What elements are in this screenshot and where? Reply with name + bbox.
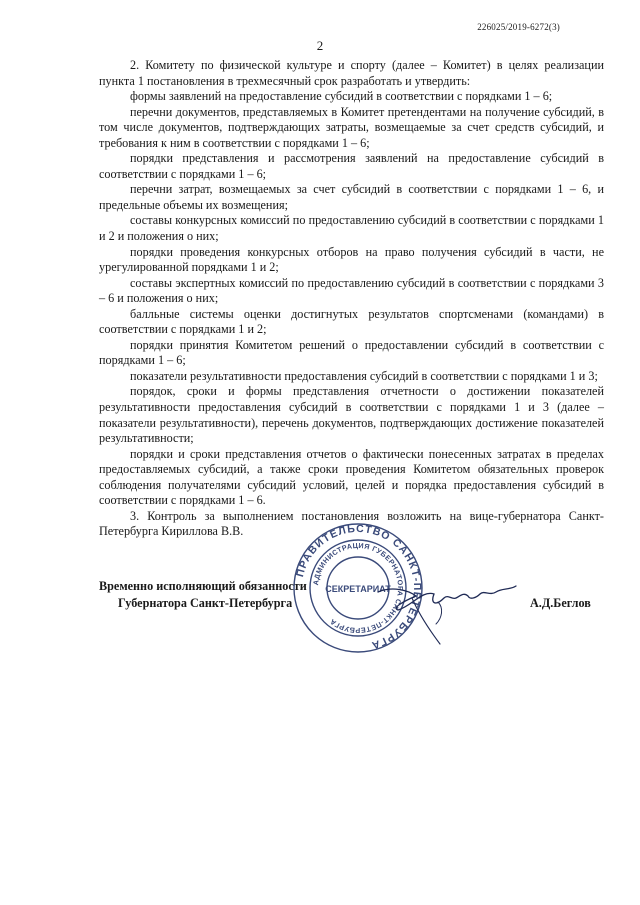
- paragraph: порядки принятия Комитетом решений о предоставлении субсидий в соответствии с порядками 1 – 6;: [99, 337, 604, 368]
- paragraph: формы заявлений на предоставление субсидий в соответствии с порядками 1 – 6;: [130, 89, 553, 104]
- paragraph: составы конкурсных комиссий по предоставлению субсидий в соответствии с порядками 1 и 2 и положения о них;: [99, 213, 604, 244]
- paragraph: порядки и сроки представления отчетов о фактически понесенных затратах в пределах предоставляемых субсидий, а также сроки проведения Комитетом обязательных проверок соблюдения получателями субсидий условий, целей и порядка предоставления субсидий в соответствии с порядками 1 – 6.: [99, 446, 604, 508]
- signer-title-line1: Временно исполняющий обязанности: [99, 579, 307, 593]
- stamp-inner-text: АДМИНИСТРАЦИЯ ГУБЕРНАТОРА САНКТ-ПЕТЕРБУРГА: [311, 540, 406, 636]
- signer-name: А.Д.Беглов: [530, 596, 591, 610]
- stamp-outer-text: ПРАВИТЕЛЬСТВО САНКТ-ПЕТЕРБУРГА: [294, 522, 424, 652]
- paragraph: порядок, сроки и формы представления отчетности о достижении показателей результативности предоставления субсидий в соответствии с порядками 1 и 3 (далее – показатели результативности), перечень документов, подтверждающих достижение показателей результативности;: [99, 384, 604, 446]
- paragraph: порядки представления и рассмотрения заявлений на предоставление субсидий в соответствии с порядками 1 – 6;: [99, 151, 604, 181]
- paragraph: перечни затрат, возмещаемых за счет субсидий в соответствии с порядками 1 – 6, и предельные объемы их возмещения;: [99, 182, 604, 212]
- paragraph: показатели результативности предоставления субсидий в соответствии с порядками 1 и 3;: [130, 368, 598, 383]
- paragraph: балльные системы оценки достигнутых результатов спортсменами (командами) в соответствии с порядками 1 и 2;: [99, 306, 604, 337]
- doc-id: 226025/2019-6272(3): [477, 22, 560, 32]
- handwritten-signature: [372, 578, 522, 648]
- paragraph: перечни документов, представляемых в Комитет претендентами на получение субсидий, в том числе документов, подтверждающих затраты, возмещаемые за счет средств субсидий, и требования к ним в соответствии с порядками 1 – 6;: [99, 104, 604, 150]
- paragraph: порядки проведения конкурсных отборов на право получения субсидий в части, не урегулированной порядками 1 и 2;: [99, 244, 604, 275]
- paragraph: 3. Контроль за выполнением постановления возложить на вице-губернатора Санкт-Петербурга Кириллова В.В.: [99, 508, 604, 539]
- paragraph: 2. Комитету по физической культуре и спорту (далее – Комитет) в целях реализации пункта 1 постановления в трехмесячный срок разработать и утвердить:: [99, 58, 604, 88]
- stamp-center-text: СЕКРЕТАРИАТ: [325, 584, 391, 594]
- document-body: [99, 58, 604, 540]
- signer-title-line2: Губернатора Санкт-Петербурга: [118, 596, 293, 610]
- page-number: 2: [316, 38, 324, 53]
- paragraph: составы экспертных комиссий по предоставлению субсидий в соответствии с порядками 3 – 6 и положения о них;: [99, 275, 604, 306]
